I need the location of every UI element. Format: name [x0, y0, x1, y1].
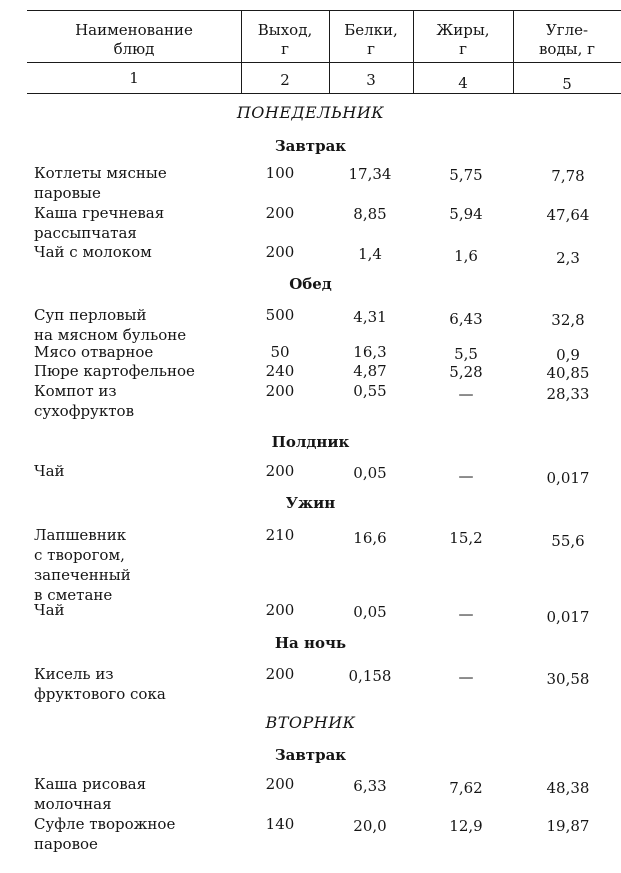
- protein-value: 0,05: [353, 603, 387, 621]
- dish-name: Чай: [34, 601, 65, 619]
- header-mid-rule: [27, 62, 621, 63]
- day-monday: ПОНЕДЕЛЬНИК: [236, 103, 385, 122]
- carbs-value: 47,64: [546, 206, 590, 224]
- yield-value: 200: [265, 382, 295, 400]
- dish-name: Компот из сухофруктов: [34, 382, 135, 420]
- carbs-value: 0,017: [546, 608, 590, 626]
- carbs-value: 2,3: [556, 249, 580, 267]
- yield-value: 210: [265, 526, 295, 544]
- protein-value: 8,85: [353, 205, 387, 223]
- fat-value: 6,43: [449, 310, 483, 328]
- header-fat: Жиры, г: [436, 21, 490, 58]
- fat-value: 7,62: [449, 779, 483, 797]
- dish-name: Котлеты мясные паровые: [34, 164, 167, 202]
- protein-value: 0,158: [348, 667, 392, 685]
- carbs-value: 28,33: [546, 385, 590, 403]
- fat-value: 1,6: [454, 247, 478, 265]
- col-number-1: 1: [129, 69, 139, 87]
- yield-value: 140: [265, 815, 295, 833]
- yield-value: 200: [265, 665, 295, 683]
- protein-value: 0,55: [353, 382, 387, 400]
- dish-name: Пюре картофельное: [34, 362, 195, 380]
- dish-name: Кисель из фруктового сока: [34, 665, 166, 703]
- header-yield: Выход, г: [257, 21, 313, 58]
- protein-value: 4,87: [353, 362, 387, 380]
- protein-value: 6,33: [353, 777, 387, 795]
- carbs-value: 48,38: [546, 779, 590, 797]
- yield-value: 200: [265, 775, 295, 793]
- carbs-value: 0,017: [546, 469, 590, 487]
- yield-value: 200: [265, 204, 295, 222]
- yield-value: 100: [265, 164, 295, 182]
- dish-name: Лапшевник с творогом, запеченный в сметане: [34, 526, 131, 604]
- fat-value: —: [458, 467, 474, 485]
- fat-value: —: [458, 668, 474, 686]
- col-number-4: 4: [458, 74, 468, 92]
- col-number-5: 5: [562, 75, 572, 93]
- header-bottom-rule: [27, 93, 621, 94]
- carbs-value: 0,9: [556, 346, 580, 364]
- header-dish-name: Наименование блюд: [75, 21, 193, 58]
- protein-value: 20,0: [353, 817, 387, 835]
- fat-value: 5,94: [449, 205, 483, 223]
- yield-value: 240: [265, 362, 295, 380]
- protein-value: 17,34: [348, 165, 392, 183]
- protein-value: 16,3: [353, 343, 387, 361]
- dish-name: Суп перловый на мясном бульоне: [34, 306, 187, 344]
- col-number-3: 3: [366, 71, 376, 89]
- meal-night-monday: На ночь: [274, 634, 347, 652]
- protein-value: 16,6: [353, 529, 387, 547]
- fat-value: —: [458, 385, 474, 403]
- yield-value: 200: [265, 601, 295, 619]
- meal-lunch-monday: Обед: [289, 275, 332, 293]
- dish-name: Каша рисовая молочная: [34, 775, 147, 813]
- meal-snack-monday: Полдник: [271, 433, 350, 451]
- yield-value: 50: [270, 343, 290, 361]
- carbs-value: 30,58: [546, 670, 590, 688]
- carbs-value: 19,87: [546, 817, 590, 835]
- meal-dinner-monday: Ужин: [285, 494, 336, 512]
- col-number-2: 2: [280, 71, 290, 89]
- fat-value: 5,75: [449, 166, 483, 184]
- carbs-value: 32,8: [551, 311, 585, 329]
- protein-value: 0,05: [353, 464, 387, 482]
- carbs-value: 55,6: [551, 532, 585, 550]
- day-tuesday: ВТОРНИК: [265, 713, 356, 732]
- meal-breakfast-tuesday: Завтрак: [274, 746, 347, 764]
- carbs-value: 40,85: [546, 364, 590, 382]
- dish-name: Мясо отварное: [34, 343, 154, 361]
- yield-value: 200: [265, 462, 295, 480]
- dish-name: Чай: [34, 462, 65, 480]
- protein-value: 4,31: [353, 308, 387, 326]
- dish-name: Чай с молоком: [34, 243, 152, 261]
- fat-value: 5,28: [449, 363, 483, 381]
- fat-value: 12,9: [449, 817, 483, 835]
- fat-value: 5,5: [454, 345, 478, 363]
- header-top-rule: [27, 10, 621, 11]
- yield-value: 500: [265, 306, 295, 324]
- carbs-value: 7,78: [551, 167, 585, 185]
- header-carbs: Угле- воды, г: [538, 21, 596, 58]
- dish-name: Каша гречневая рассыпчатая: [34, 204, 165, 242]
- header-protein: Белки, г: [344, 21, 398, 58]
- fat-value: 15,2: [449, 529, 483, 547]
- meal-breakfast-monday: Завтрак: [274, 137, 347, 155]
- protein-value: 1,4: [358, 245, 382, 263]
- fat-value: —: [458, 605, 474, 623]
- yield-value: 200: [265, 243, 295, 261]
- dish-name: Суфле творожное паровое: [34, 815, 176, 853]
